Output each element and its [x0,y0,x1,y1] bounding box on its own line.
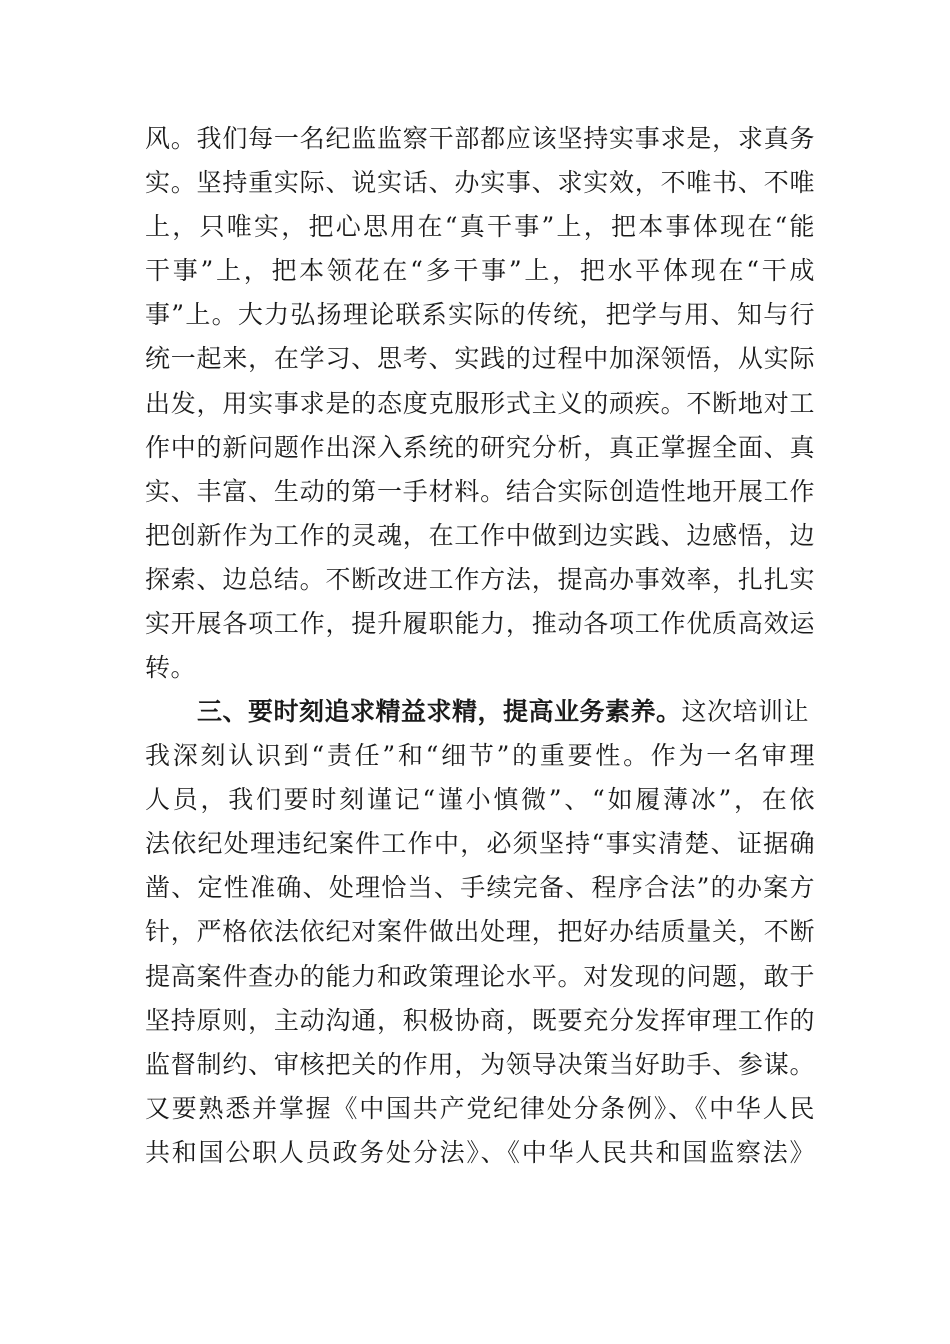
text-line: 监督制约、审核把关的作用，为领导决策当好助手、参谋。 [145,1049,815,1079]
text-line: 风。我们每一名纪监监察干部都应该坚持实事求是，求真务 [145,124,815,153]
section-heading: 三、要时刻追求精益求精，提高业务素养。 [197,697,682,726]
text-line: 我深刻认识到“责任”和“细节”的重要性。作为一名审理 [145,741,815,771]
text-line: 探索、边总结。不断改进工作方法，提高办事效率，扎扎实 [145,564,815,594]
text-line: 共和国公职人员政务处分法》、《中华人民共和国监察法》 [145,1137,815,1167]
text-line: 事”上。大力弘扬理论联系实际的传统，把学与用、知与行 [145,300,815,330]
text-line: 出发，用实事求是的态度克服形式主义的顽疾。不断地对工 [145,388,815,418]
text-line: 作中的新问题作出深入系统的研究分析，真正掌握全面、真 [145,432,815,462]
text-line: 提高案件查办的能力和政策理论水平。对发现的问题，敢于 [145,961,815,991]
text-line-first [145,690,815,734]
text-line: 凿、定性准确、处理恰当、手续完备、程序合法”的办案方 [145,873,815,903]
text-line: 干事”上，把本领花在“多干事”上，把水平体现在“干成 [145,256,815,286]
paragraph-practical-work [145,117,815,690]
text-line: 坚持原则，主动沟通，积极协商，既要充分发挥审理工作的 [145,1005,815,1035]
text-line: 针，严格依法依纪对案件做出处理，把好办结质量关，不断 [145,917,815,947]
heading-continuation: 这次培训让 [681,697,810,726]
text-line: 把创新作为工作的灵魂，在工作中做到边实践、边感悟，边 [145,520,815,550]
text-line: 实。坚持重实际、说实话、办实事、求实效，不唯书、不唯 [145,168,815,198]
text-line: 上，只唯实，把心思用在“真干事”上，把本事体现在“能 [145,212,815,242]
text-line: 实、丰富、生动的第一手材料。结合实际创造性地开展工作 [145,476,815,506]
text-line: 转。 [145,653,197,683]
text-line: 实开展各项工作，提升履职能力，推动各项工作优质高效运 [145,609,815,639]
text-line: 法依纪处理违纪案件工作中，必须坚持“事实清楚、证据确 [145,829,815,859]
paragraph-professional-quality [145,690,815,1175]
text-line: 又要熟悉并掌握《中国共产党纪律处分条例》、《中华人民 [145,1093,815,1123]
text-line: 统一起来，在学习、思考、实践的过程中加深领悟，从实际 [145,344,815,374]
text-line: 人员，我们要时刻谨记“谨小慎微”、“如履薄冰”，在依 [145,785,815,815]
